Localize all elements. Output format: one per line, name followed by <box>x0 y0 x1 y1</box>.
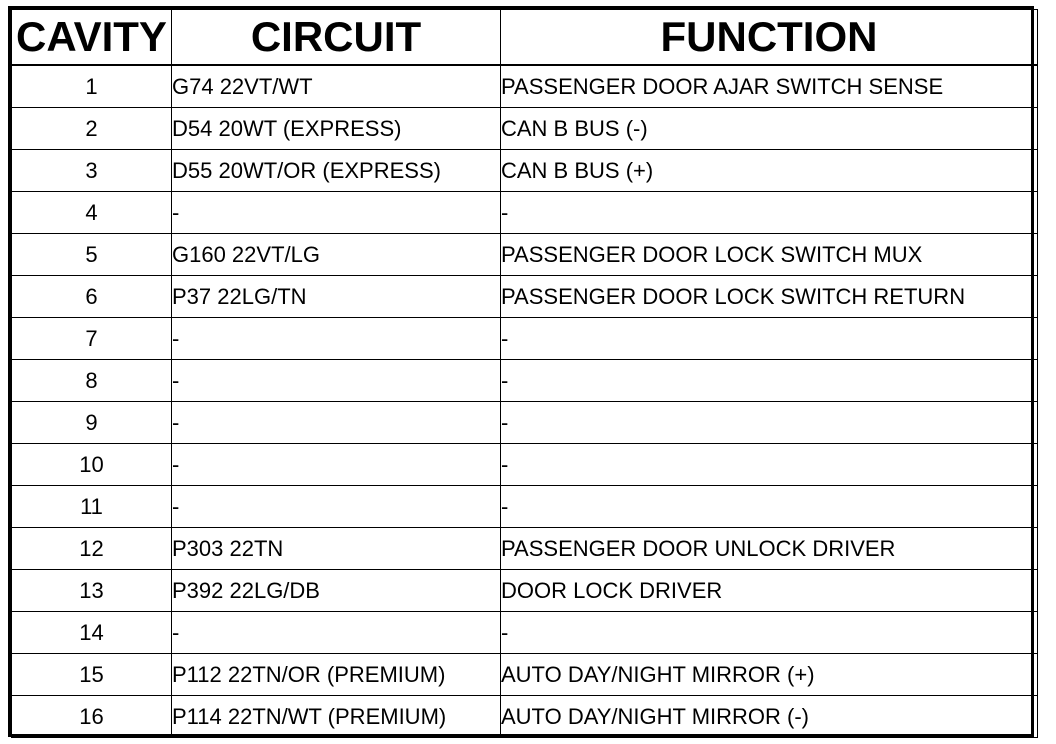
cavity-cell: 6 <box>12 276 172 318</box>
cavity-cell: 1 <box>12 65 172 108</box>
circuit-cell: - <box>172 444 501 486</box>
circuit-cell: - <box>172 360 501 402</box>
cavity-cell: 4 <box>12 192 172 234</box>
function-cell: DOOR LOCK DRIVER <box>501 570 1038 612</box>
function-cell: AUTO DAY/NIGHT MIRROR (-) <box>501 696 1038 738</box>
function-cell: - <box>501 360 1038 402</box>
header-row <box>12 10 1038 66</box>
function-cell: PASSENGER DOOR UNLOCK DRIVER <box>501 528 1038 570</box>
table-row <box>12 192 1038 234</box>
header-cavity: CAVITY <box>12 10 172 66</box>
function-cell: AUTO DAY/NIGHT MIRROR (+) <box>501 654 1038 696</box>
cavity-cell: 8 <box>12 360 172 402</box>
connector-pinout-table <box>11 9 1038 738</box>
function-cell: CAN B BUS (-) <box>501 108 1038 150</box>
cavity-cell: 14 <box>12 612 172 654</box>
circuit-cell: G74 22VT/WT <box>172 65 501 108</box>
function-cell: PASSENGER DOOR LOCK SWITCH MUX <box>501 234 1038 276</box>
table-row <box>12 318 1038 360</box>
cavity-cell: 5 <box>12 234 172 276</box>
circuit-cell: - <box>172 612 501 654</box>
circuit-cell: D55 20WT/OR (EXPRESS) <box>172 150 501 192</box>
table-body <box>12 65 1038 738</box>
table-row <box>12 360 1038 402</box>
circuit-cell: P303 22TN <box>172 528 501 570</box>
circuit-cell: - <box>172 402 501 444</box>
table-row <box>12 486 1038 528</box>
function-cell: - <box>501 612 1038 654</box>
function-cell: PASSENGER DOOR LOCK SWITCH RETURN <box>501 276 1038 318</box>
table-row <box>12 276 1038 318</box>
table-row <box>12 654 1038 696</box>
table-row <box>12 108 1038 150</box>
connector-pinout-table-frame <box>8 6 1034 737</box>
cavity-cell: 12 <box>12 528 172 570</box>
cavity-cell: 2 <box>12 108 172 150</box>
function-cell: - <box>501 402 1038 444</box>
function-cell: - <box>501 318 1038 360</box>
circuit-cell: P392 22LG/DB <box>172 570 501 612</box>
cavity-cell: 16 <box>12 696 172 738</box>
table-row <box>12 612 1038 654</box>
table-row <box>12 402 1038 444</box>
circuit-cell: P112 22TN/OR (PREMIUM) <box>172 654 501 696</box>
circuit-cell: G160 22VT/LG <box>172 234 501 276</box>
cavity-cell: 7 <box>12 318 172 360</box>
function-cell: PASSENGER DOOR AJAR SWITCH SENSE <box>501 65 1038 108</box>
cavity-cell: 3 <box>12 150 172 192</box>
header-function: FUNCTION <box>501 10 1038 66</box>
table-row <box>12 234 1038 276</box>
header-circuit: CIRCUIT <box>172 10 501 66</box>
circuit-cell: - <box>172 192 501 234</box>
table-row <box>12 696 1038 738</box>
cavity-cell: 9 <box>12 402 172 444</box>
circuit-cell: P114 22TN/WT (PREMIUM) <box>172 696 501 738</box>
table-row <box>12 570 1038 612</box>
circuit-cell: - <box>172 486 501 528</box>
function-cell: CAN B BUS (+) <box>501 150 1038 192</box>
function-cell: - <box>501 486 1038 528</box>
function-cell: - <box>501 444 1038 486</box>
table-row <box>12 444 1038 486</box>
circuit-cell: D54 20WT (EXPRESS) <box>172 108 501 150</box>
cavity-cell: 10 <box>12 444 172 486</box>
table-row <box>12 528 1038 570</box>
circuit-cell: P37 22LG/TN <box>172 276 501 318</box>
function-cell: - <box>501 192 1038 234</box>
cavity-cell: 13 <box>12 570 172 612</box>
cavity-cell: 15 <box>12 654 172 696</box>
table-row <box>12 150 1038 192</box>
circuit-cell: - <box>172 318 501 360</box>
table-row <box>12 65 1038 108</box>
cavity-cell: 11 <box>12 486 172 528</box>
